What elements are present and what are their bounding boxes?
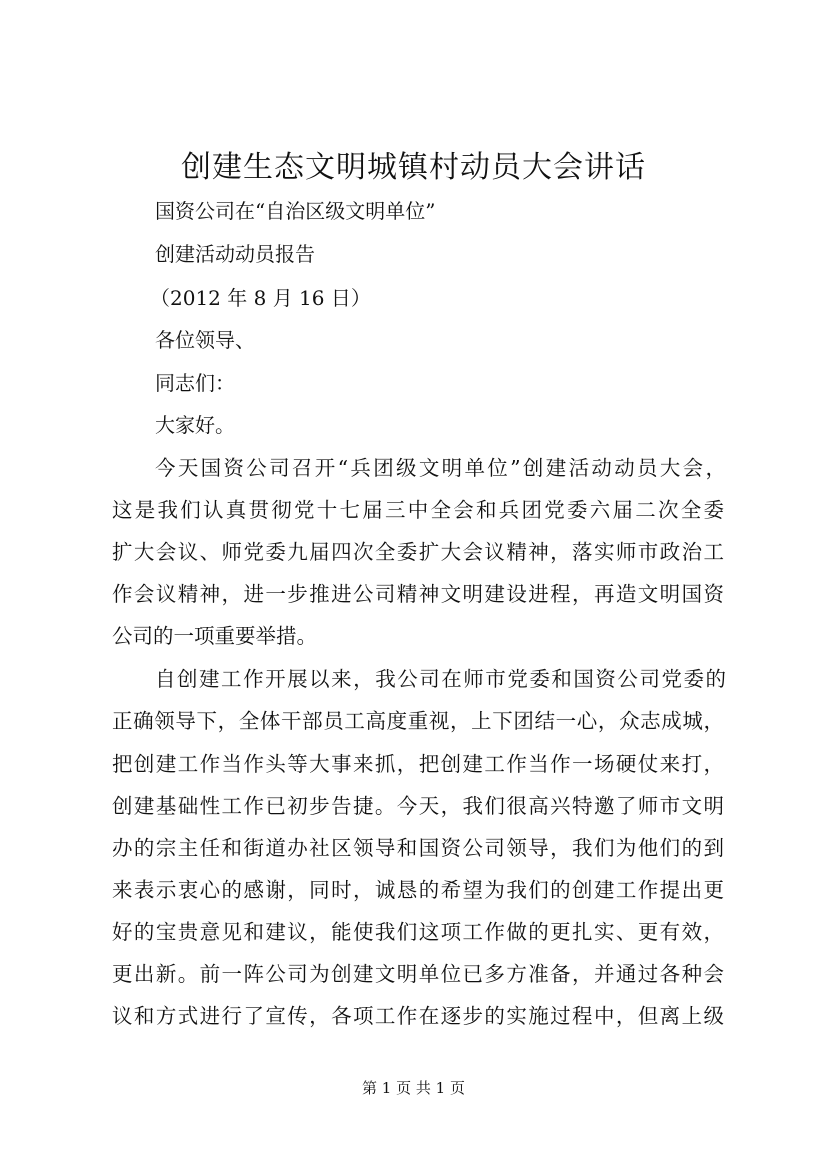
paragraph-2-line: 好的宝贵意见和建议，能使我们这项工作做的更扎实、更有效， [112, 920, 724, 944]
paragraph-2-line: 办的宗主任和街道办社区领导和国资公司领导，我们为他们的到 [112, 836, 724, 860]
paragraph-1-line: 这是我们认真贯彻党十七届三中全会和兵团党委六届二次全委 [112, 498, 724, 522]
paragraph-2-line: 正确领导下，全体干部员工高度重视，上下团结一心，众志成城， [112, 709, 724, 733]
paragraph-1-line: 作会议精神，进一步推进公司精神文明建设进程，再造文明国资 [112, 582, 724, 606]
salutation-leaders: 各位领导、 [155, 328, 255, 352]
paragraph-2-line: 议和方式进行了宣传，各项工作在逐步的实施过程中，但离上级 [112, 1004, 724, 1028]
paragraph-2-line: 自创建工作开展以来，我公司在师市党委和国资公司党委的 [155, 667, 726, 691]
document-title: 创建生态文明城镇村动员大会讲话 [181, 150, 646, 185]
paragraph-1-line: 扩大会议、师党委九届四次全委扩大会议精神，落实师市政治工 [112, 540, 724, 564]
paragraph-1-line: 今天国资公司召开“兵团级文明单位”创建活动动员大会， [155, 456, 726, 480]
page-footer: 第 1 页 共 1 页 [362, 1079, 465, 1097]
paragraph-2-line: 更出新。前一阵公司为创建文明单位已多方准备，并通过各种会 [112, 962, 724, 986]
salutation-comrades: 同志们： [155, 371, 235, 395]
greeting: 大家好。 [155, 413, 235, 437]
paragraph-2-line: 来表示衷心的感谢，同时，诚恳的希望为我们的创建工作提出更 [112, 878, 724, 902]
paragraph-1-line: 公司的一项重要举措。 [112, 624, 317, 648]
paragraph-2-line: 把创建工作当作头等大事来抓，把创建工作当作一场硬仗来打， [112, 752, 724, 776]
intro-line-date: （2012 年 8 月 16 日） [150, 286, 371, 310]
intro-line-report: 创建活动动员报告 [155, 242, 315, 266]
paragraph-2-line: 创建基础性工作已初步告捷。今天，我们很高兴特邀了师市文明 [112, 794, 724, 818]
intro-line-org: 国资公司在“自治区级文明单位” [155, 199, 436, 223]
